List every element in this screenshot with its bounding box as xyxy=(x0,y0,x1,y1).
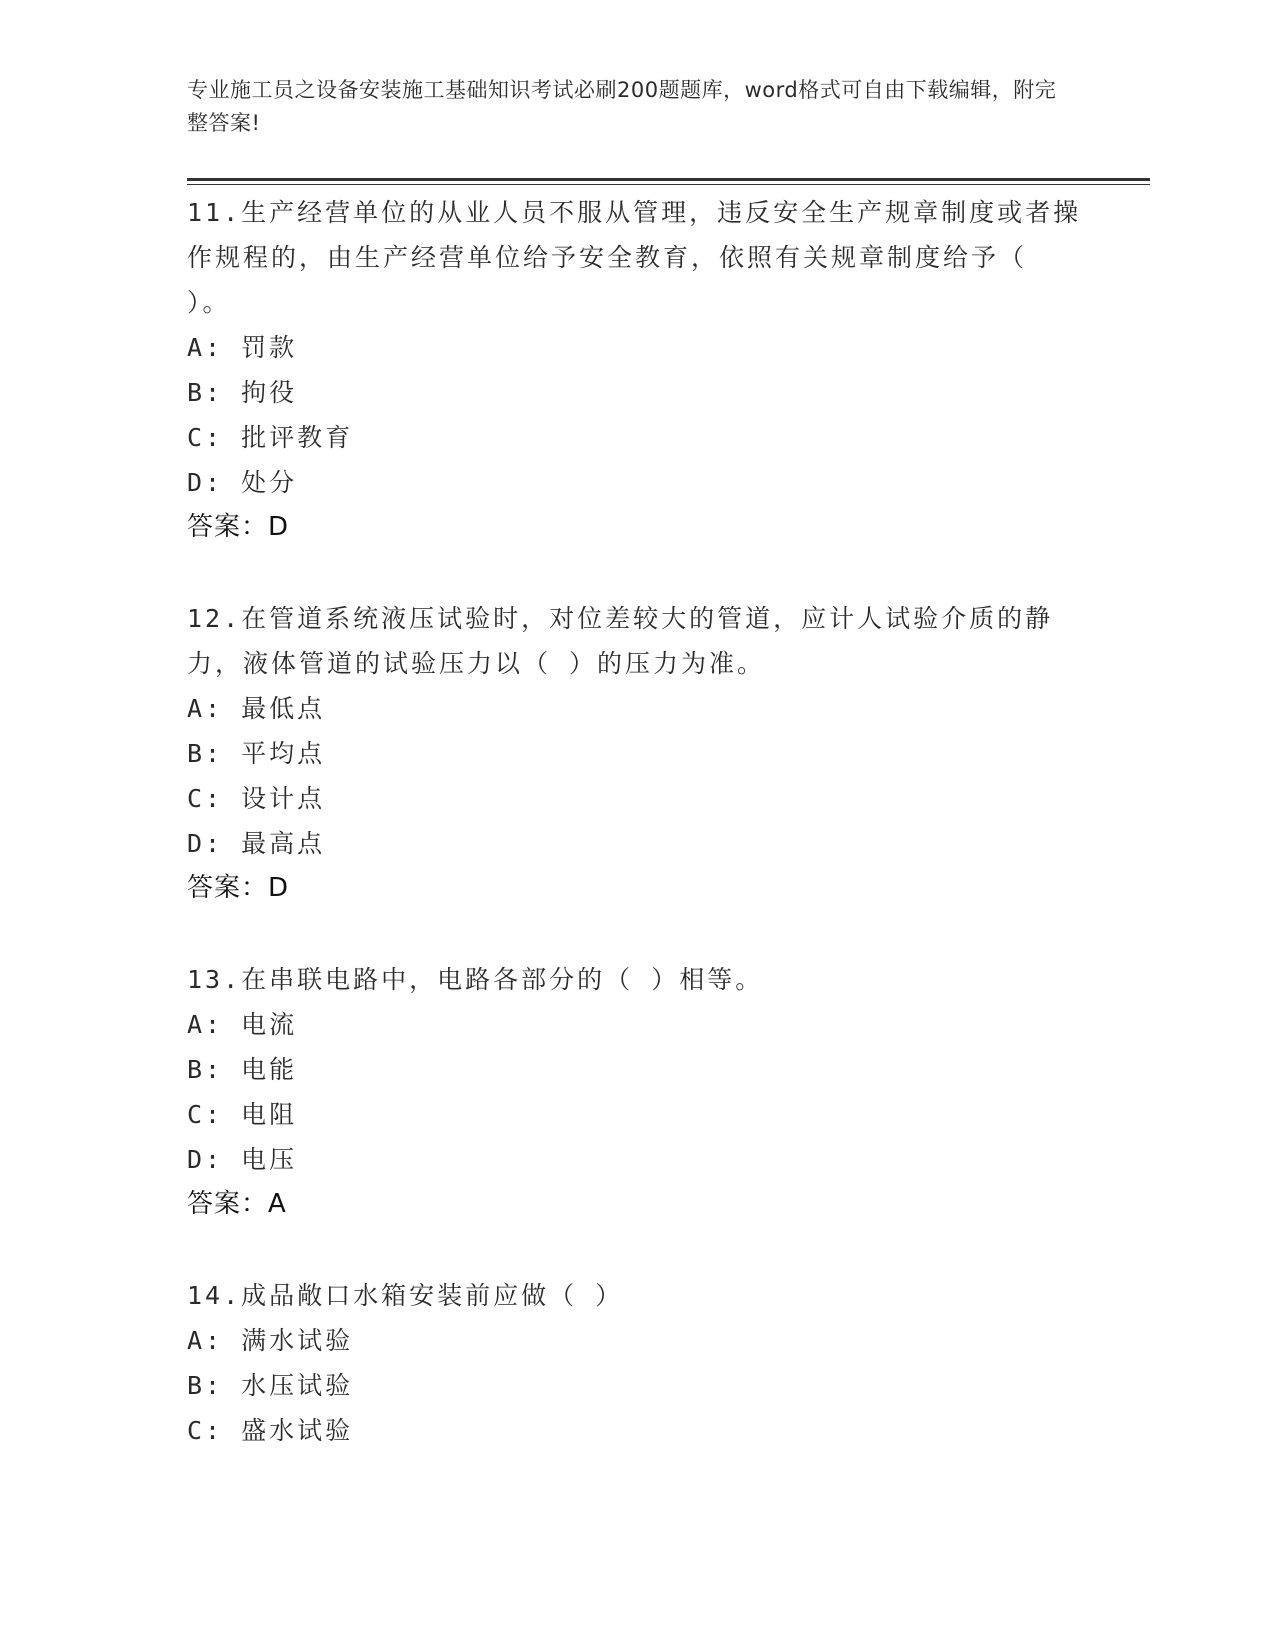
option-label: C: xyxy=(187,784,224,813)
question-text: 生产经营单位的从业人员不服从管理，违反安全生产规章制度或者操作规程的，由生产经营单位给予安全教育，依照有关规章制度给予（ ）。 xyxy=(187,198,1082,317)
option-text: 满水试验 xyxy=(241,1326,354,1355)
option-text: 最低点 xyxy=(241,694,326,723)
option-label: A: xyxy=(187,333,224,362)
answer-line: 答案：D xyxy=(187,873,290,903)
option-label: B: xyxy=(187,739,224,768)
option-text: 电压 xyxy=(241,1145,298,1174)
question-text: 在串联电路中，电路各部分的（ ）相等。 xyxy=(241,965,764,994)
question-number: 12. xyxy=(187,604,242,633)
option-label: A: xyxy=(187,1010,224,1039)
option-text: 电阻 xyxy=(241,1100,298,1129)
option-c xyxy=(187,1092,1087,1137)
option-label: D: xyxy=(187,1145,224,1174)
option-label: C: xyxy=(187,1100,224,1129)
option-text: 批评教育 xyxy=(241,423,354,452)
option-text: 罚款 xyxy=(241,333,298,362)
option-text: 电流 xyxy=(241,1010,298,1039)
option-label: B: xyxy=(187,1371,224,1400)
header-divider-thin xyxy=(187,184,1150,185)
question-12 xyxy=(187,596,1087,911)
option-label: C: xyxy=(187,423,224,452)
question-stem xyxy=(187,1273,1087,1318)
option-c xyxy=(187,776,1087,821)
option-text: 盛水试验 xyxy=(241,1416,354,1445)
question-14 xyxy=(187,1273,1087,1453)
option-b xyxy=(187,731,1087,776)
option-text: 设计点 xyxy=(241,784,326,813)
option-text: 平均点 xyxy=(241,739,326,768)
option-text: 拘役 xyxy=(241,378,298,407)
option-d xyxy=(187,821,1087,866)
question-number: 14. xyxy=(187,1281,242,1310)
option-label: B: xyxy=(187,378,224,407)
question-text: 在管道系统液压试验时，对位差较大的管道，应计人试验介质的静力，液体管道的试验压力以（ ）的压力为准。 xyxy=(187,604,1054,678)
question-stem xyxy=(187,957,1087,1002)
question-11 xyxy=(187,190,1087,550)
option-text: 处分 xyxy=(241,468,298,497)
question-number: 13. xyxy=(187,965,242,994)
option-c xyxy=(187,415,1087,460)
option-a xyxy=(187,325,1087,370)
answer-line: 答案：D xyxy=(187,512,290,542)
option-label: A: xyxy=(187,1326,224,1355)
question-list xyxy=(187,190,1087,1499)
option-c xyxy=(187,1408,1087,1453)
option-text: 最高点 xyxy=(241,829,326,858)
option-text: 水压试验 xyxy=(241,1371,354,1400)
option-b xyxy=(187,1047,1087,1092)
question-stem xyxy=(187,190,1087,325)
option-label: B: xyxy=(187,1055,224,1084)
question-13 xyxy=(187,957,1087,1227)
option-b xyxy=(187,370,1087,415)
option-label: D: xyxy=(187,829,224,858)
question-number: 11. xyxy=(187,198,242,227)
option-a xyxy=(187,686,1087,731)
option-text: 电能 xyxy=(241,1055,298,1084)
option-a xyxy=(187,1318,1087,1363)
document-header: 专业施工员之设备安装施工基础知识考试必刷200题题库，word格式可自由下载编辑，附完整答案! xyxy=(187,78,1057,135)
option-d xyxy=(187,460,1087,505)
header-divider-thick xyxy=(187,178,1150,181)
option-d xyxy=(187,1137,1087,1182)
option-b xyxy=(187,1363,1087,1408)
option-label: D: xyxy=(187,468,224,497)
option-label: A: xyxy=(187,694,224,723)
question-text: 成品敞口水箱安装前应做（ ） xyxy=(241,1281,624,1310)
option-label: C: xyxy=(187,1416,224,1445)
question-stem xyxy=(187,596,1087,686)
option-a xyxy=(187,1002,1087,1047)
answer-line: 答案：A xyxy=(187,1189,287,1219)
